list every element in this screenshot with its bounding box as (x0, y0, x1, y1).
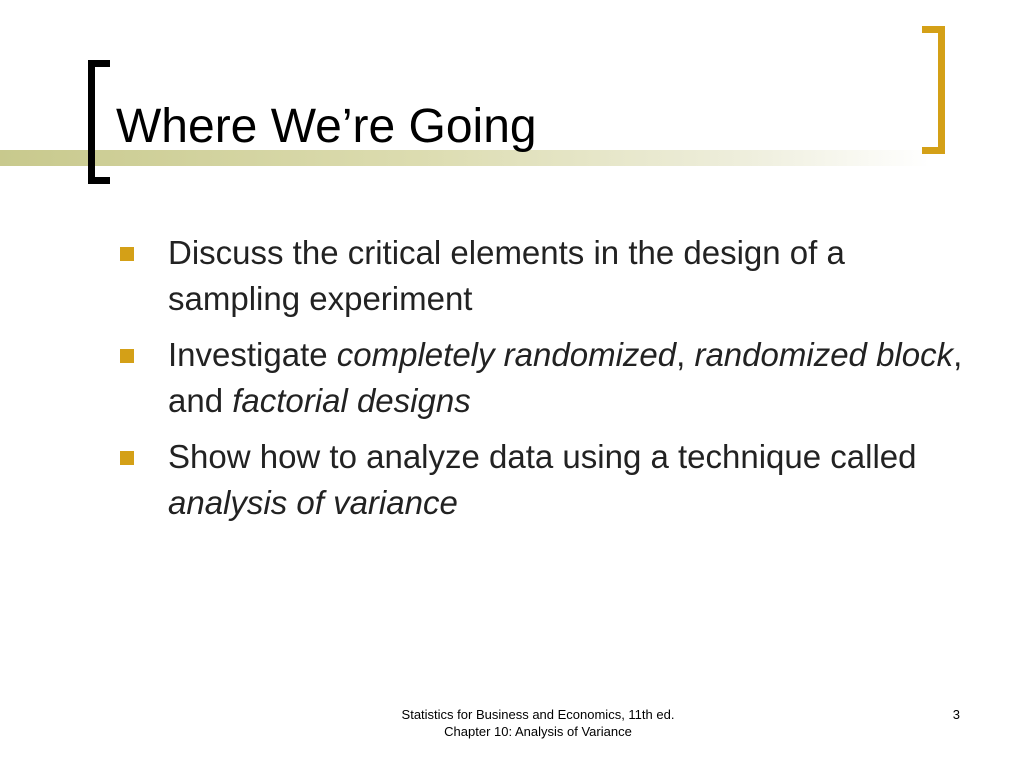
bullet-text (168, 234, 845, 317)
square-bullet-icon (120, 349, 134, 363)
bullet-text-italic-segment: analysis of variance (168, 484, 458, 521)
square-bullet-icon (120, 247, 134, 261)
bullet-text-italic-segment: factorial designs (232, 382, 471, 419)
slide-title: Where We’re Going (116, 100, 537, 153)
bullet-text-segment: Discuss the critical elements in the design of a sampling experiment (168, 234, 845, 317)
left-bracket-decoration (88, 60, 110, 184)
slide-footer (360, 706, 716, 740)
bullet-item (118, 230, 968, 322)
page-number: 3 (952, 707, 960, 722)
bullet-text-italic-segment: randomized block (694, 336, 954, 373)
bullet-text-italic-segment: completely randomized (336, 336, 677, 373)
right-bracket-decoration (922, 26, 945, 154)
bullet-text-segment: , (676, 336, 695, 373)
bullet-text-segment: , and (168, 336, 963, 419)
bullet-text (168, 438, 917, 521)
bullet-text-segment: Show how to analyze data using a technique called (168, 438, 917, 475)
bullet-item (118, 332, 968, 424)
bullet-text-segment: Investigate (168, 336, 337, 373)
bullet-list (118, 230, 968, 536)
footer-book-title: Statistics for Business and Economics, 11th ed. (401, 707, 675, 722)
bullet-item (118, 434, 968, 526)
square-bullet-icon (120, 451, 134, 465)
footer-chapter: Chapter 10: Analysis of Variance (444, 724, 632, 739)
bullet-text (168, 336, 962, 419)
